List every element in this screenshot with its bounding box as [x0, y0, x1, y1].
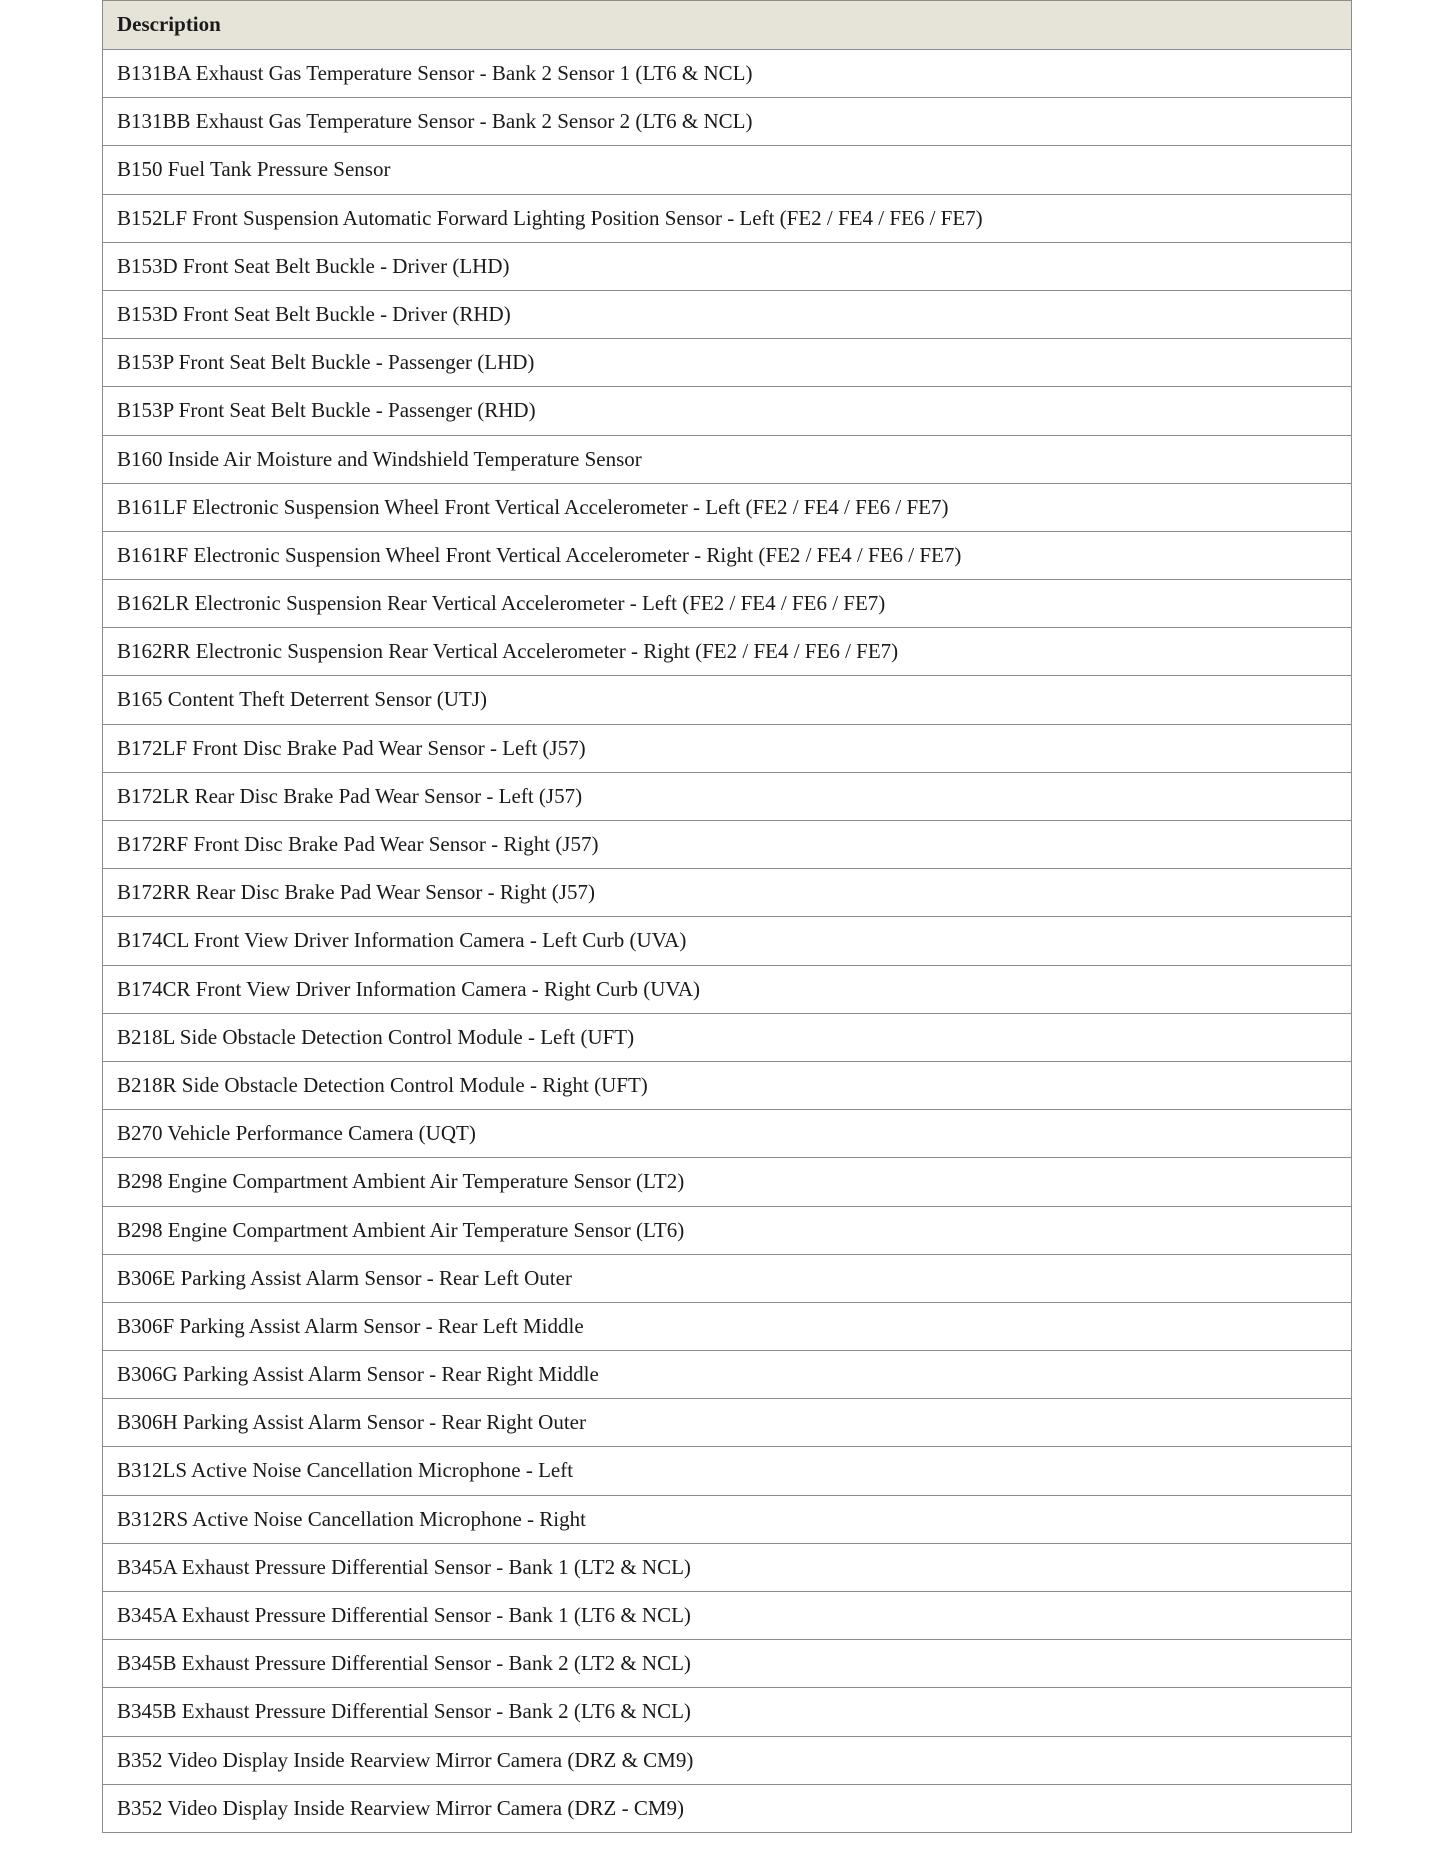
- description-cell: B172RR Rear Disc Brake Pad Wear Sensor - Right (J57): [103, 869, 1352, 917]
- table-row: [103, 435, 1352, 483]
- description-cell: B150 Fuel Tank Pressure Sensor: [103, 146, 1352, 194]
- table-row: [103, 194, 1352, 242]
- table-row: [103, 1110, 1352, 1158]
- description-cell: B153D Front Seat Belt Buckle - Driver (LHD): [103, 242, 1352, 290]
- description-cell: B161LF Electronic Suspension Wheel Front Vertical Accelerometer - Left (FE2 / FE4 / FE6 / FE7): [103, 483, 1352, 531]
- table-row: [103, 339, 1352, 387]
- description-cell: B161RF Electronic Suspension Wheel Front Vertical Accelerometer - Right (FE2 / FE4 / FE6 / FE7): [103, 531, 1352, 579]
- description-cell: B306H Parking Assist Alarm Sensor - Rear Right Outer: [103, 1399, 1352, 1447]
- table-head: [103, 1, 1352, 50]
- table-row: [103, 1351, 1352, 1399]
- table-row: [103, 869, 1352, 917]
- table-row: [103, 1399, 1352, 1447]
- table-row: [103, 1543, 1352, 1591]
- table-row: [103, 146, 1352, 194]
- description-cell: B172LF Front Disc Brake Pad Wear Sensor - Left (J57): [103, 724, 1352, 772]
- table-row: [103, 1640, 1352, 1688]
- table-row: [103, 531, 1352, 579]
- table-row: [103, 1592, 1352, 1640]
- table-row: [103, 1206, 1352, 1254]
- description-cell: B312RS Active Noise Cancellation Microphone - Right: [103, 1495, 1352, 1543]
- description-cell: B174CR Front View Driver Information Camera - Right Curb (UVA): [103, 965, 1352, 1013]
- description-cell: B218R Side Obstacle Detection Control Module - Right (UFT): [103, 1061, 1352, 1109]
- table-row: [103, 483, 1352, 531]
- table-row: [103, 1447, 1352, 1495]
- table-row: [103, 676, 1352, 724]
- description-cell: B345A Exhaust Pressure Differential Sensor - Bank 1 (LT2 & NCL): [103, 1543, 1352, 1591]
- table-row: [103, 1495, 1352, 1543]
- description-cell: B131BB Exhaust Gas Temperature Sensor - Bank 2 Sensor 2 (LT6 & NCL): [103, 98, 1352, 146]
- table-row: [103, 98, 1352, 146]
- description-cell: B345A Exhaust Pressure Differential Sensor - Bank 1 (LT6 & NCL): [103, 1592, 1352, 1640]
- description-cell: B172RF Front Disc Brake Pad Wear Sensor - Right (J57): [103, 821, 1352, 869]
- description-cell: B162LR Electronic Suspension Rear Vertical Accelerometer - Left (FE2 / FE4 / FE6 / FE7): [103, 580, 1352, 628]
- table-row: [103, 821, 1352, 869]
- table-row: [103, 580, 1352, 628]
- description-cell: B218L Side Obstacle Detection Control Module - Left (UFT): [103, 1013, 1352, 1061]
- description-cell: B345B Exhaust Pressure Differential Sensor - Bank 2 (LT6 & NCL): [103, 1688, 1352, 1736]
- description-cell: B306G Parking Assist Alarm Sensor - Rear Right Middle: [103, 1351, 1352, 1399]
- table-row: [103, 1254, 1352, 1302]
- description-cell: B162RR Electronic Suspension Rear Vertical Accelerometer - Right (FE2 / FE4 / FE6 / FE7): [103, 628, 1352, 676]
- table-row: [103, 1688, 1352, 1736]
- description-cell: B312LS Active Noise Cancellation Microphone - Left: [103, 1447, 1352, 1495]
- description-cell: B160 Inside Air Moisture and Windshield Temperature Sensor: [103, 435, 1352, 483]
- description-cell: B298 Engine Compartment Ambient Air Temperature Sensor (LT6): [103, 1206, 1352, 1254]
- table-row: [103, 1158, 1352, 1206]
- description-cell: B270 Vehicle Performance Camera (UQT): [103, 1110, 1352, 1158]
- table-row: [103, 1736, 1352, 1784]
- description-cell: B153D Front Seat Belt Buckle - Driver (RHD): [103, 290, 1352, 338]
- table-row: [103, 628, 1352, 676]
- table-row: [103, 917, 1352, 965]
- description-cell: B306E Parking Assist Alarm Sensor - Rear Left Outer: [103, 1254, 1352, 1302]
- description-cell: B165 Content Theft Deterrent Sensor (UTJ): [103, 676, 1352, 724]
- table-row: [103, 1784, 1352, 1832]
- description-column-header: Description: [103, 1, 1352, 50]
- table-row: [103, 50, 1352, 98]
- table-row: [103, 1013, 1352, 1061]
- table-row: [103, 1061, 1352, 1109]
- table-row: [103, 772, 1352, 820]
- description-cell: B306F Parking Assist Alarm Sensor - Rear Left Middle: [103, 1302, 1352, 1350]
- table-row: [103, 242, 1352, 290]
- description-cell: B152LF Front Suspension Automatic Forward Lighting Position Sensor - Left (FE2 / FE4 / FE6 / FE7): [103, 194, 1352, 242]
- table-row: [103, 965, 1352, 1013]
- table-body: [103, 50, 1352, 1833]
- description-cell: B131BA Exhaust Gas Temperature Sensor - Bank 2 Sensor 1 (LT6 & NCL): [103, 50, 1352, 98]
- description-cell: B153P Front Seat Belt Buckle - Passenger (RHD): [103, 387, 1352, 435]
- table-row: [103, 290, 1352, 338]
- description-cell: B352 Video Display Inside Rearview Mirror Camera (DRZ - CM9): [103, 1784, 1352, 1832]
- table-row: [103, 387, 1352, 435]
- component-table-container: [102, 0, 1352, 1833]
- description-cell: B298 Engine Compartment Ambient Air Temperature Sensor (LT2): [103, 1158, 1352, 1206]
- header-row: [103, 1, 1352, 50]
- table-row: [103, 724, 1352, 772]
- description-cell: B174CL Front View Driver Information Camera - Left Curb (UVA): [103, 917, 1352, 965]
- description-cell: B172LR Rear Disc Brake Pad Wear Sensor - Left (J57): [103, 772, 1352, 820]
- description-cell: B345B Exhaust Pressure Differential Sensor - Bank 2 (LT2 & NCL): [103, 1640, 1352, 1688]
- component-table: [102, 0, 1352, 1833]
- description-cell: B352 Video Display Inside Rearview Mirror Camera (DRZ & CM9): [103, 1736, 1352, 1784]
- description-cell: B153P Front Seat Belt Buckle - Passenger (LHD): [103, 339, 1352, 387]
- table-row: [103, 1302, 1352, 1350]
